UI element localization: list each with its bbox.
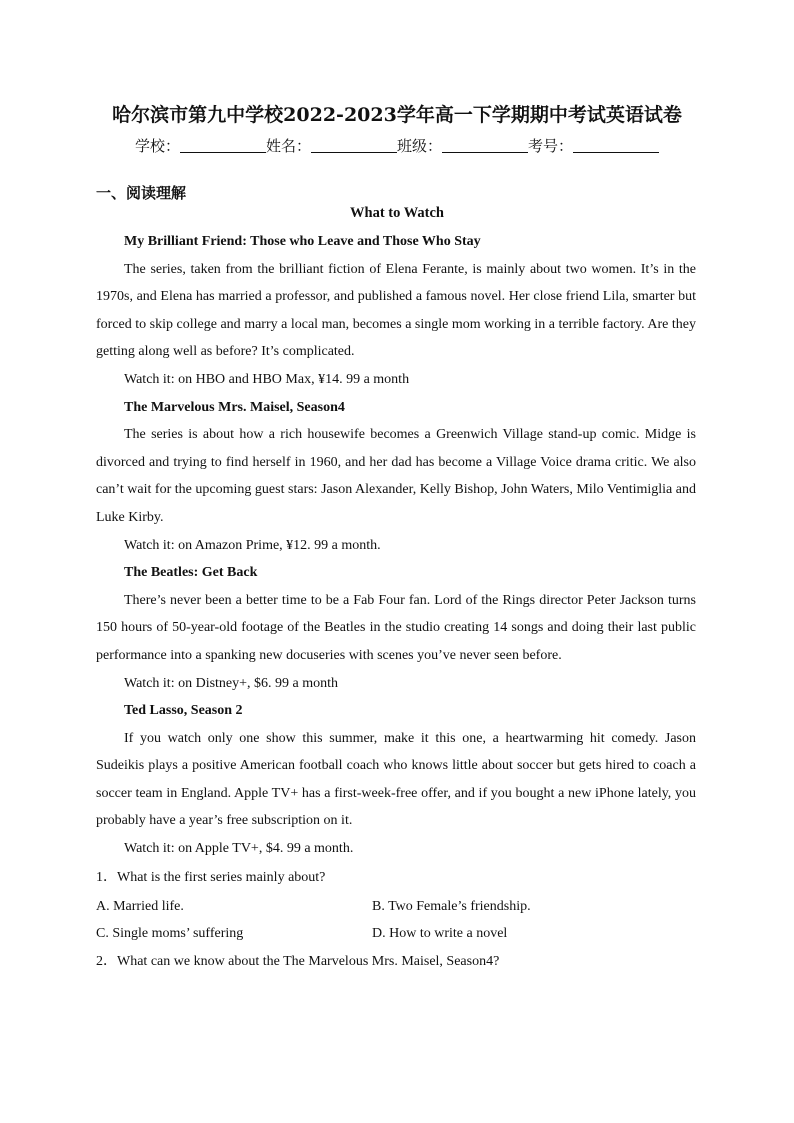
- exam-number-label: 考号：: [528, 137, 574, 155]
- class-label: 班级：: [397, 137, 443, 155]
- item-text: The series is about how a rich housewife becomes a Greenwich Village stand-up comic. Midge is divorced and trying to find herself in 1960, and her dad has become a Village Voice drama critic. We also can’t wait for the upcoming guest stars: Jason Alexander, Kelly Bishop, John Waters, Milo Ventimiglia and Luke Kirby.: [96, 427, 696, 525]
- item-text: The series, taken from the brilliant fiction of Elena Ferante, is mainly about two women. It’s in the 1970s, and Elena has married a professor, and published a famous novel. Her close friend Lila, smarter but forced to skip college and marry a local man, becomes a single mom working in a terrible factory. Are they getting along well as before? It’s complicated.: [96, 261, 696, 360]
- option-b[interactable]: B. Two Female’s friendship.: [372, 898, 531, 914]
- item-text: If you watch only one show this summer, make it this one, a heartwarming hit comedy. Jason Sudeikis plays a positive American football coach who knows little about soccer but gets hired to coach a soccer team in England. Apple TV+ has a first-week-free offer, and if you bought a new iPhone lately, you probably have a year’s free subscription on it.: [96, 730, 696, 829]
- question-stem: 2．What can we know about the The Marvelous Mrs. Maisel, Season4?: [96, 953, 500, 969]
- school-label: 学校：: [134, 137, 180, 155]
- item-text: There’s never been a better time to be a Fab Four fan. Lord of the Rings director Peter Jackson turns 150 hours of 50-year-old footage of the Beatles in the studio creating 14 songs and doing their last public performance into a spanking new docuseries with scenes you’ve never seen before.: [96, 592, 696, 663]
- item-watch: Watch it: on Apple TV+, $4. 99 a month.: [124, 841, 354, 857]
- section-heading: 一、阅读理解: [96, 184, 187, 202]
- item-heading: The Marvelous Mrs. Maisel, Season4: [124, 399, 345, 415]
- passage-title: What to Watch: [350, 205, 444, 221]
- name-blank[interactable]: [311, 138, 397, 153]
- option-a[interactable]: A. Married life.: [96, 898, 184, 914]
- item-heading: My Brilliant Friend: Those who Leave and Those Who Stay: [124, 234, 481, 249]
- question-stem: 1．What is the first series mainly about?: [96, 869, 326, 885]
- item-watch: Watch it: on Amazon Prime, ¥12. 99 a month.: [124, 537, 381, 553]
- student-info-line: [0, 135, 794, 156]
- school-blank[interactable]: [180, 138, 266, 153]
- option-d[interactable]: D. How to write a novel: [372, 925, 508, 941]
- options-row: [96, 920, 696, 947]
- exam-title: 哈尔滨市第九中学校2022-2023学年高一下学期期中考试英语试卷: [112, 104, 682, 126]
- item-watch: Watch it: on Distney+, $6. 99 a month: [124, 675, 339, 691]
- exam-number-blank[interactable]: [573, 138, 659, 153]
- class-blank[interactable]: [442, 138, 528, 153]
- item-watch: Watch it: on HBO and HBO Max, ¥14. 99 a month: [124, 371, 410, 387]
- option-c[interactable]: C. Single moms’ suffering: [96, 925, 244, 941]
- item-heading: The Beatles: Get Back: [124, 565, 258, 581]
- passage-body: [96, 228, 696, 977]
- name-label: 姓名：: [265, 137, 311, 155]
- item-heading: Ted Lasso, Season 2: [124, 703, 243, 719]
- options-row: [96, 893, 696, 920]
